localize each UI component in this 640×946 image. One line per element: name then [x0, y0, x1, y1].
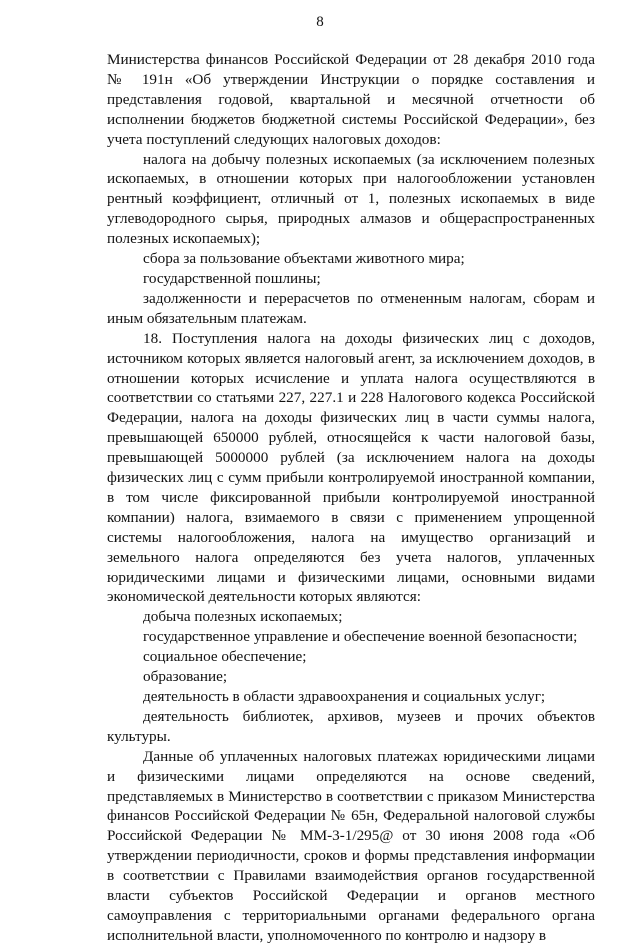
paragraph: налога на добычу полезных ископаемых (за исключением полезных ископаемых, в отношении которых при налогообложении установлен рентный коэффициент, отличный от 1, полезных ископаемых в виде углеводородного сырья, природных алмазов и общераспространенных полезных ископаемых); — [107, 150, 595, 248]
paragraph: деятельность в области здравоохранения и социальных услуг; — [143, 688, 546, 705]
paragraph: добыча полезных ископаемых; — [143, 608, 343, 626]
paragraph: Министерства финансов Российской Федерации от 28 декабря 2010 года № 191н «Об утверждении Инструкции о порядке составления и представления годовой, квартальной и месячной отчетности об исполнении бюджетов бюджетной системы Российской Федерации», без учета поступлений следующих налоговых доходов: — [107, 51, 595, 148]
paragraph: Данные об уплаченных налоговых платежах юридическими лицами и физическими лицами определяются на основе сведений, представляемых в Министерство в соответствии с приказом Министерства финансов Российской Федерации № 65н, Федеральной налоговой службы Российской Федерации № ММ-3-1/295@ от 30 июня 2008 года «Об утверждении периодичности, сроков и формы представления информации в соответствии с Правилами взаимодействия органов государственной власти субъектов Российской Федерации и органов местного самоуправления с территориальными органами федерального органа исполнительной власти, уполномоченного по контролю и надзору в — [107, 747, 595, 944]
document-body — [107, 50, 595, 946]
paragraph: сбора за пользование объектами животного мира; — [143, 250, 465, 268]
paragraph: образование; — [143, 668, 228, 686]
page-number: 8 — [316, 14, 324, 30]
paragraph: государственное управление и обеспечение военной безопасности; — [143, 628, 578, 646]
paragraph: деятельность библиотек, архивов, музеев и прочих объектов культуры. — [107, 707, 595, 745]
paragraph: социальное обеспечение; — [143, 648, 307, 666]
paragraph: государственной пошлины; — [143, 269, 321, 287]
paragraph: задолженности и перерасчетов по отмененным налогам, сборам и иным обязательным платежам. — [107, 289, 595, 327]
paragraph: 18. Поступления налога на доходы физических лиц с доходов, источником которых является налоговый агент, за исключением доходов, в отношении которых исчисление и уплата налога осуществляются в соответствии со статьями 227, 227.1 и 228 Налогового кодекса Российской Федерации, налога на доходы физических лиц в части суммы налога, превышающей 650000 рублей, относящейся к части налоговой базы, превышающей 5000000 рублей (за исключением налога на доходы физических лиц с сумм прибыли контролируемой иностранной компании, в том числе фиксированной прибыли контролируемой иностранной компании) налога, взимаемого в связи с применением упрощенной системы налогообложения, налога на имущество организаций и земельного налога определяются без учета налогов, уплаченных юридическими лицами и физическими лицами, основными видами экономической деятельности которых являются: — [107, 329, 595, 606]
